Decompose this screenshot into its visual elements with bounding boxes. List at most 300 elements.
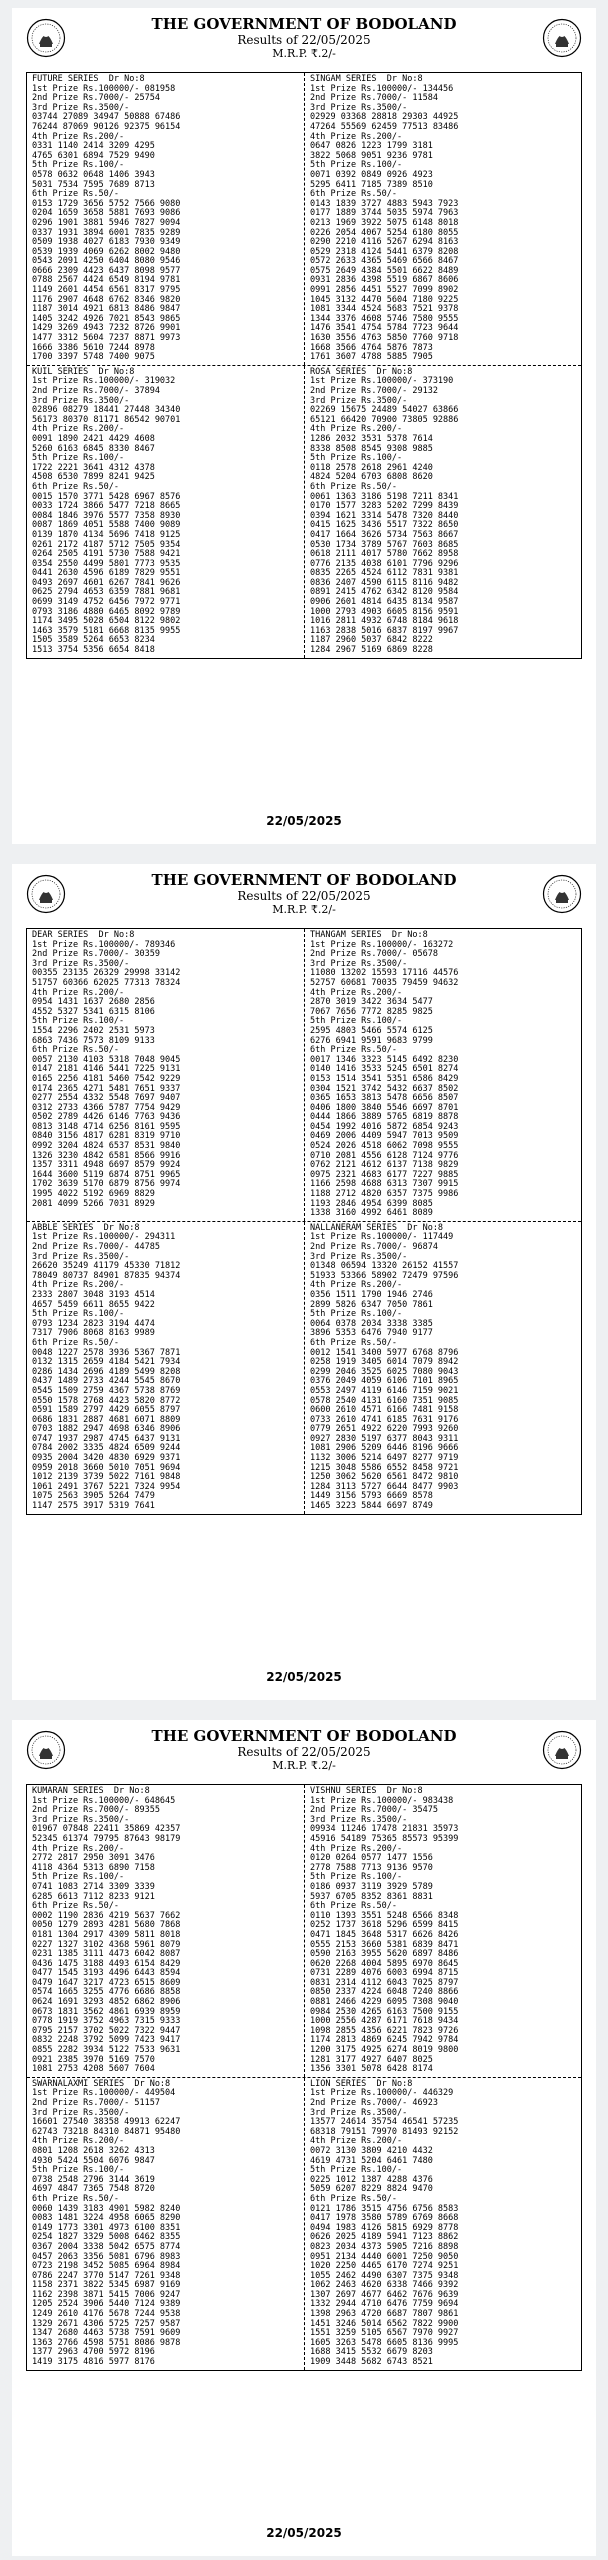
result-line: 1000 2793 4903 6605 8156 9591 (310, 606, 459, 617)
result-line: 78049 80737 84901 87835 94374 (32, 1270, 181, 1281)
result-line: 1061 2491 3767 5221 7324 9954 (32, 1481, 181, 1492)
result-line: 2nd Prize Rs.7000/- 96874 (310, 1242, 438, 1252)
result-line: 4824 5204 6703 6808 8620 (310, 472, 433, 483)
result-line: 0002 1190 2836 4219 5637 7662 (32, 1910, 181, 1921)
government-emblem-icon (26, 18, 66, 58)
result-line: 4th Prize Rs.200/- (310, 2136, 403, 2147)
series-block (304, 929, 581, 1221)
result-line: 1188 2712 4820 6357 7375 9986 (310, 1189, 459, 1200)
result-line: 6285 6613 7112 8233 9121 (32, 1891, 155, 1902)
result-line: 1000 2556 4287 6171 7618 9434 (310, 2016, 459, 2027)
series-heading: ABBLE SERIES Dr No:8 (32, 1222, 140, 1233)
result-line: 6th Prize Rs.50/- (310, 481, 397, 492)
result-line: 1995 4022 5192 6969 8829 (32, 1189, 155, 1200)
result-line: 1st Prize Rs.100000/- 446329 (310, 2088, 454, 2099)
result-line: 1513 3754 5356 6654 8418 (32, 645, 155, 656)
result-line: 1055 2462 4490 6307 7375 9348 (310, 2270, 459, 2281)
result-line: 0624 1691 3293 4852 6862 8906 (32, 1997, 181, 2008)
result-line: 0417 1664 3626 5734 7563 8667 (310, 529, 459, 540)
result-line: 1344 3376 4608 5746 7580 9555 (310, 313, 459, 324)
result-line: 1307 2697 4677 6462 7676 9639 (310, 2289, 459, 2300)
result-line: 0578 0632 0648 1406 3943 (32, 169, 155, 180)
result-line: 52345 61374 79795 87643 98179 (32, 1833, 181, 1844)
footer-date: 22/05/2025 (266, 1670, 342, 1684)
result-line: 0931 2836 4398 5519 6867 8606 (310, 275, 459, 286)
result-line: 0354 2550 4499 5801 7773 9535 (32, 558, 181, 569)
result-line: 1149 2601 4454 6561 8317 9795 (32, 285, 181, 296)
result-line: 0225 1012 1387 4288 4376 (310, 2174, 433, 2185)
result-line: 3rd Prize Rs.3500/- (32, 395, 130, 406)
result-line: 0813 3148 4714 6256 8161 9595 (32, 1121, 181, 1132)
result-line: 4th Prize Rs.200/- (310, 131, 403, 142)
result-line: 0304 1521 3742 5432 6637 8502 (310, 1083, 459, 1094)
government-emblem-icon (542, 18, 582, 58)
result-line: 1419 3175 4816 5977 8176 (32, 2357, 155, 2368)
result-line: 0290 2210 4116 5267 6294 8163 (310, 237, 459, 248)
series-heading: FUTURE SERIES Dr No:8 (32, 74, 145, 84)
result-line: 1081 2906 5209 6446 8196 9666 (310, 1443, 459, 1454)
result-line: 0252 1737 3618 5296 6599 8415 (310, 1920, 459, 1931)
result-line: 1332 2944 4710 6476 7759 9694 (310, 2299, 459, 2310)
result-line: 0550 1578 2768 4423 5820 8772 (32, 1395, 181, 1406)
result-line: 01967 07848 22411 35869 42357 (32, 1824, 181, 1835)
result-line: 0226 2054 4067 5254 6180 8055 (310, 227, 459, 238)
result-line: 1700 3397 5748 7400 9075 (32, 352, 155, 363)
result-line: 0666 2309 4423 6437 8098 9577 (32, 265, 181, 276)
result-line: 0296 1901 3881 5946 7827 9094 (32, 217, 181, 228)
result-line: 5th Prize Rs.100/- (310, 453, 403, 464)
result-line: 0017 1346 3323 5145 6492 8230 (310, 1054, 459, 1065)
result-line: 1081 3344 4524 5683 7521 9378 (310, 304, 459, 315)
result-line: 4th Prize Rs.200/- (32, 424, 125, 435)
result-line: 52757 60681 70035 79459 94632 (310, 977, 459, 988)
result-line: 0118 2578 2618 2961 4240 (310, 462, 433, 473)
result-line: 1st Prize Rs.100000/- 117449 (310, 1232, 454, 1243)
result-line: 0618 2111 4017 5780 7662 8958 (310, 549, 459, 560)
result-line: 0436 1475 3188 4493 6154 8429 (32, 1958, 181, 1969)
result-line: 1016 2811 4932 6748 8184 9618 (310, 616, 459, 627)
series-heading: SWARNALAXMI SERIES Dr No:8 (32, 2078, 171, 2089)
result-line: 0975 2321 4683 6177 7227 9885 (310, 1169, 459, 1180)
series-block (304, 73, 581, 365)
result-line: 1215 3048 5586 6552 8458 9721 (310, 1462, 459, 1473)
result-line: 1688 3415 5532 6679 8203 (310, 2347, 433, 2358)
result-line: 1166 2598 4688 6313 7307 9915 (310, 1179, 459, 1190)
result-line: 7317 7906 8068 8163 9989 (32, 1328, 155, 1339)
result-line: 0012 1541 3400 5977 6768 8796 (310, 1347, 459, 1358)
result-line: 6th Prize Rs.50/- (32, 2193, 119, 2204)
result-line: 0153 1729 3656 5752 7566 9080 (32, 198, 181, 209)
result-line: 0524 2026 4518 6062 7098 9555 (310, 1141, 459, 1152)
result-line: 3rd Prize Rs.3500/- (310, 2107, 408, 2118)
result-line: 0147 2181 4146 5441 7225 9131 (32, 1064, 181, 1075)
result-line: 0572 2633 4365 5469 6566 8467 (310, 256, 459, 267)
result-line: 00355 23135 26329 29998 33142 (32, 968, 181, 979)
result-line: 1554 2296 2402 2531 5973 (32, 1025, 155, 1036)
result-line: 0733 2610 4741 6185 7631 9176 (310, 1414, 459, 1425)
result-line: 1281 3177 4927 6407 8025 (310, 2054, 433, 2065)
sheet-header (12, 1720, 596, 1780)
result-line: 0132 1315 2659 4184 5421 7934 (32, 1357, 181, 1368)
result-line: 0376 2049 4059 6106 7101 8965 (310, 1376, 459, 1387)
result-line: 1174 2813 4869 6245 7942 9784 (310, 2035, 459, 2046)
result-line: 3rd Prize Rs.3500/- (32, 958, 130, 969)
result-line: 0415 1625 3436 5517 7322 8650 (310, 520, 459, 531)
series-block (27, 1785, 304, 2077)
result-line: 5260 6163 6845 8330 8467 (32, 443, 155, 454)
series-heading: DEAR SERIES Dr No:8 (32, 930, 135, 940)
result-line: 76244 87069 90126 92375 96154 (32, 121, 181, 132)
result-line: 0437 1489 2733 4244 5545 8670 (32, 1376, 181, 1387)
result-line: 1463 3579 5181 6668 8135 9955 (32, 625, 181, 636)
result-line: 0337 1931 3894 6001 7835 9289 (32, 227, 181, 238)
result-line: 26620 35249 41179 45330 71812 (32, 1261, 181, 1272)
result-line: 13577 24614 35754 46541 57235 (310, 2117, 459, 2128)
result-line: 0543 2091 4250 6404 8080 9546 (32, 256, 181, 267)
result-line: 0840 3156 4817 6281 8319 9710 (32, 1131, 181, 1142)
result-line: 1045 3132 4470 5604 7180 9225 (310, 294, 459, 305)
result-line: 0170 1577 3283 5202 7299 8439 (310, 501, 459, 512)
result-line: 0441 2630 4596 6189 7829 9551 (32, 568, 181, 579)
result-line: 0673 1831 3562 4861 6939 8959 (32, 2006, 181, 2017)
result-line: 0139 1870 4134 5696 7418 9125 (32, 529, 181, 540)
sheet-header (12, 8, 596, 68)
result-line: 1193 2846 4954 6399 8085 (310, 1198, 433, 1209)
result-line: 0831 2314 4112 6043 7025 8797 (310, 1977, 459, 1988)
result-sheet (12, 864, 596, 1700)
result-line: 1357 3311 4948 6697 8579 9924 (32, 1160, 181, 1171)
series-heading: KUMARAN SERIES Dr No:8 (32, 1786, 150, 1796)
result-line: 2nd Prize Rs.7000/- 89355 (32, 1805, 160, 1816)
result-line: 56173 80370 81171 86542 90701 (32, 414, 181, 425)
result-line: 1449 3156 5793 6669 8578 (310, 1491, 433, 1502)
result-line: 0444 1866 3889 5765 6819 8878 (310, 1112, 459, 1123)
result-line: 5295 6411 7185 7389 8510 (310, 179, 433, 190)
result-line: 5th Prize Rs.100/- (310, 1872, 403, 1883)
result-line: 0723 2198 3452 5085 6964 8984 (32, 2261, 181, 2272)
result-line: 6th Prize Rs.50/- (310, 2193, 397, 2204)
result-line: 0747 1937 2987 4745 6437 9131 (32, 1433, 181, 1444)
result-line: 0394 1621 3314 5478 7320 8440 (310, 510, 459, 521)
result-line: 0788 2567 4424 6549 8194 9781 (32, 275, 181, 286)
series-heading: THANGAM SERIES Dr No:8 (310, 930, 428, 940)
result-line: 0071 0392 0849 0926 4923 (310, 169, 433, 180)
result-line: 11080 13202 15593 17116 44576 (310, 968, 459, 979)
footer-date: 22/05/2025 (266, 814, 342, 828)
result-line: 5th Prize Rs.100/- (32, 1872, 125, 1883)
result-line: 1st Prize Rs.100000/- 081958 (32, 83, 176, 94)
result-line: 1451 3246 5014 6562 7822 9900 (310, 2318, 459, 2329)
result-line: 0738 2548 2796 3144 3619 (32, 2174, 155, 2185)
series-block (304, 1785, 581, 2077)
result-line: 1505 3589 5264 6653 8234 (32, 635, 155, 646)
result-line: 2595 4803 5466 5574 6125 (310, 1025, 433, 1036)
result-line: 0823 2034 4373 5905 7216 8898 (310, 2241, 459, 2252)
result-line: 0574 1665 3255 4776 6686 8858 (32, 1987, 181, 1998)
result-line: 4th Prize Rs.200/- (310, 424, 403, 435)
result-line: 1st Prize Rs.100000/- 789346 (32, 939, 176, 950)
result-line: 1st Prize Rs.100000/- 648645 (32, 1795, 176, 1806)
result-line: 0984 2530 4265 6163 7500 9155 (310, 2006, 459, 2017)
results-date-line: Results of 22/05/2025 (237, 1745, 371, 1759)
result-line: 2nd Prize Rs.7000/- 37894 (32, 386, 160, 396)
result-line: 0471 1845 3648 5317 6626 8426 (310, 1929, 459, 1940)
result-line: 1363 2766 4598 5751 8086 9878 (32, 2337, 181, 2348)
result-line: 3rd Prize Rs.3500/- (32, 1251, 130, 1262)
result-line: 5th Prize Rs.100/- (32, 160, 125, 171)
sheet-title: THE GOVERNMENT OF BODOLAND (151, 15, 457, 33)
result-line: 0286 1434 2696 4189 5499 8208 (32, 1366, 181, 1377)
result-line: 0457 2063 3356 5081 6796 8983 (32, 2251, 181, 2262)
result-line: 1075 2563 3905 5264 7479 (32, 1491, 155, 1502)
result-line: 0072 3130 3809 4210 4432 (310, 2145, 433, 2156)
result-line: 02269 15675 24489 54027 63866 (310, 405, 459, 416)
result-line: 4765 6301 6894 7529 9490 (32, 150, 155, 161)
series-heading: LION SERIES Dr No:8 (310, 2078, 413, 2089)
result-line: 4th Prize Rs.200/- (32, 2136, 125, 2147)
result-line: 0954 1431 1637 2680 2856 (32, 997, 155, 1008)
results-table (26, 928, 582, 1515)
result-line: 0801 1208 2618 3262 4313 (32, 2145, 155, 2156)
result-line: 5th Prize Rs.100/- (32, 453, 125, 464)
series-block (304, 1222, 581, 1514)
result-line: 0091 1890 2421 4429 4608 (32, 433, 155, 444)
result-line: 0084 1846 3976 5577 7358 8930 (32, 510, 181, 521)
result-line: 0959 2018 3660 5010 7051 9694 (32, 1462, 181, 1473)
result-line: 2nd Prize Rs.7000/- 51157 (32, 2098, 160, 2108)
result-line: 4th Prize Rs.200/- (310, 987, 403, 998)
result-line: 0600 2610 4571 6166 7481 9158 (310, 1405, 459, 1416)
result-line: 0254 1827 3329 5008 6462 8355 (32, 2232, 181, 2243)
result-line: 0479 1647 3217 4723 6515 8609 (32, 1977, 181, 1988)
result-line: 1012 2139 3739 5022 7161 9848 (32, 1472, 181, 1483)
results-table (26, 72, 582, 659)
result-line: 6863 7436 7573 8109 9133 (32, 1035, 155, 1046)
result-line: 0855 2282 3934 5122 7533 9631 (32, 2045, 181, 2056)
result-line: 4619 4731 5204 6461 7480 (310, 2155, 433, 2166)
result-line: 2nd Prize Rs.7000/- 29132 (310, 386, 438, 396)
result-line: 6th Prize Rs.50/- (32, 1045, 119, 1056)
result-line: 0731 2289 4076 6003 6994 8715 (310, 1968, 459, 1979)
result-line: 0165 2256 4181 5460 7542 9229 (32, 1073, 181, 1084)
result-line: 0064 0378 2034 3338 3385 (310, 1318, 433, 1329)
result-line: 0417 1978 3580 5789 6769 8668 (310, 2213, 459, 2224)
result-line: 3822 5068 9051 9236 9781 (310, 150, 433, 161)
series-heading: NALLANERAM SERIES Dr No:8 (310, 1222, 444, 1233)
result-line: 01348 06594 13320 26152 41557 (310, 1261, 459, 1272)
result-line: 0469 2006 4409 5947 7013 9509 (310, 1131, 459, 1142)
result-line: 3rd Prize Rs.3500/- (32, 2107, 130, 2118)
result-line: 1909 3448 5682 6743 8521 (310, 2357, 433, 2368)
result-line: 1630 3556 4763 5850 7760 9718 (310, 333, 459, 344)
result-line: 51757 60366 62025 77313 78324 (32, 977, 181, 988)
result-line: 0832 2248 3792 5099 7423 9417 (32, 2035, 181, 2046)
result-line: 0367 2004 3338 5042 6575 8774 (32, 2241, 181, 2252)
result-line: 3rd Prize Rs.3500/- (32, 102, 130, 113)
result-line: 4930 5424 5504 6076 9847 (32, 2155, 155, 2166)
sheet-title: THE GOVERNMENT OF BODOLAND (151, 871, 457, 889)
result-line: 0181 1304 2917 4309 5811 8018 (32, 1929, 181, 1940)
result-line: 1465 3223 5844 6697 8749 (310, 1501, 433, 1512)
result-line: 0578 2540 4131 6160 7351 9085 (310, 1395, 459, 1406)
result-line: 0502 2789 4426 6146 7763 9436 (32, 1112, 181, 1123)
result-line: 3rd Prize Rs.3500/- (310, 1251, 408, 1262)
result-line: 0762 2121 4612 6137 7138 9829 (310, 1160, 459, 1171)
result-line: 1477 3312 5604 7237 8871 9973 (32, 333, 181, 344)
result-line: 0120 0264 0577 1477 1556 (310, 1853, 433, 1864)
result-line: 2nd Prize Rs.7000/- 35475 (310, 1805, 438, 1816)
result-line: 1702 3639 5170 6879 8756 9974 (32, 1179, 181, 1190)
result-line: 0590 2163 3955 5620 6897 8486 (310, 1949, 459, 1960)
result-line: 51933 53366 58902 72479 97596 (310, 1270, 459, 1281)
result-line: 03744 27089 34947 50888 67486 (32, 112, 181, 123)
result-line: 2899 5826 6347 7050 7861 (310, 1299, 433, 1310)
footer-date: 22/05/2025 (266, 2526, 342, 2540)
result-line: 0140 1416 3533 5245 6501 8274 (310, 1064, 459, 1075)
result-line: 0776 2135 4038 6101 7796 9296 (310, 558, 459, 569)
result-line: 1722 2221 3641 4312 4378 (32, 462, 155, 473)
result-line: 1st Prize Rs.100000/- 319032 (32, 376, 176, 387)
result-line: 0779 2651 4922 6220 7993 9260 (310, 1424, 459, 1435)
result-line: 5059 6207 8229 8824 9470 (310, 2184, 433, 2195)
result-line: 1476 3541 4754 5784 7723 9644 (310, 323, 459, 334)
result-line: 1666 3386 5610 7244 8978 (32, 342, 155, 353)
result-line: 0710 2081 4556 6128 7124 9776 (310, 1150, 459, 1161)
result-line: 0836 2407 4590 6115 8116 9482 (310, 577, 459, 588)
result-line: 4th Prize Rs.200/- (310, 1280, 403, 1291)
mrp-line: M.R.P. ₹.2/- (272, 903, 336, 916)
series-block (304, 2078, 581, 2370)
result-line: 0258 1919 3405 6014 7079 8942 (310, 1357, 459, 1368)
result-line: 2778 7588 7713 9136 9570 (310, 1862, 433, 1873)
result-line: 0213 1969 3922 5075 6148 8018 (310, 217, 459, 228)
government-emblem-icon (26, 874, 66, 914)
result-line: 0331 1140 2414 3209 4295 (32, 141, 155, 152)
result-line: 1147 2575 3917 5319 7641 (32, 1501, 155, 1512)
result-line: 6th Prize Rs.50/- (32, 1337, 119, 1348)
result-line: 1605 3263 5478 6605 8136 9995 (310, 2337, 459, 2348)
result-line: 0921 2385 3970 5169 7570 (32, 2054, 155, 2065)
result-line: 0591 1589 2797 4429 6055 8797 (32, 1405, 181, 1416)
result-line: 47264 55569 62459 77513 83486 (310, 121, 459, 132)
result-line: 5th Prize Rs.100/- (310, 1309, 403, 1320)
results-date-line: Results of 22/05/2025 (237, 33, 371, 47)
result-line: 0992 3204 4824 6537 8531 9840 (32, 1141, 181, 1152)
result-line: 3rd Prize Rs.3500/- (310, 1814, 408, 1825)
result-line: 6th Prize Rs.50/- (310, 1045, 397, 1056)
result-line: 6th Prize Rs.50/- (32, 481, 119, 492)
result-line: 3rd Prize Rs.3500/- (310, 395, 408, 406)
result-line: 1329 2671 4306 5725 7257 9587 (32, 2318, 181, 2329)
result-line: 0626 2025 4189 5941 7123 8862 (310, 2232, 459, 2243)
government-emblem-icon (26, 1730, 66, 1770)
result-line: 1356 3301 5078 6428 8174 (310, 2064, 433, 2075)
result-line: 2nd Prize Rs.7000/- 25754 (32, 93, 160, 104)
result-line: 1st Prize Rs.100000/- 163272 (310, 939, 454, 950)
result-line: 0110 1393 3551 5248 6566 8348 (310, 1910, 459, 1921)
result-line: 0835 2265 4524 6112 7831 9381 (310, 568, 459, 579)
result-line: 2081 4099 5266 7031 8929 (32, 1198, 155, 1209)
result-line: 1347 2680 4463 5738 7591 9609 (32, 2328, 181, 2339)
result-line: 6th Prize Rs.50/- (32, 1901, 119, 1912)
result-line: 0057 2130 4103 5318 7048 9045 (32, 1054, 181, 1065)
result-line: 0647 0826 1223 1799 3181 (310, 141, 433, 152)
result-line: 0529 2318 4124 5441 6379 8208 (310, 246, 459, 257)
result-line: 1st Prize Rs.100000/- 294311 (32, 1232, 176, 1243)
result-line: 0493 2697 4601 6267 7841 9626 (32, 577, 181, 588)
mrp-line: M.R.P. ₹.2/- (272, 47, 336, 60)
result-line: 1338 3160 4992 6461 8089 (310, 1208, 433, 1219)
result-line: 0927 2830 5197 6377 8043 9311 (310, 1433, 459, 1444)
result-line: 4508 6530 7899 8241 9425 (32, 472, 155, 483)
result-line: 0083 1481 3224 4958 6065 8290 (32, 2213, 181, 2224)
result-line: 1st Prize Rs.100000/- 449504 (32, 2088, 176, 2099)
result-line: 1377 2963 4700 5972 8196 (32, 2347, 155, 2358)
result-line: 1162 2398 3871 5415 7006 9247 (32, 2289, 181, 2300)
series-heading: VISHNU SERIES Dr No:8 (310, 1786, 423, 1796)
result-line: 1187 3014 4921 6813 8486 9847 (32, 304, 181, 315)
result-line: 3rd Prize Rs.3500/- (310, 102, 408, 113)
result-line: 0299 2046 3525 6025 7080 9043 (310, 1366, 459, 1377)
result-line: 0530 1734 3789 5767 7603 8685 (310, 539, 459, 550)
result-line: 1062 2463 4620 6338 7466 9392 (310, 2280, 459, 2291)
result-line: 65121 66420 70900 73805 92886 (310, 414, 459, 425)
result-sheet (12, 8, 596, 844)
result-line: 0793 3186 4880 6465 8092 9789 (32, 606, 181, 617)
result-line: 1249 2610 4176 5678 7244 9538 (32, 2309, 181, 2320)
results-table (26, 1784, 582, 2371)
result-line: 0454 1992 4016 5872 6854 9243 (310, 1121, 459, 1132)
result-line: 2nd Prize Rs.7000/- 46923 (310, 2098, 438, 2108)
result-line: 1st Prize Rs.100000/- 134456 (310, 83, 454, 94)
result-line: 1174 3495 5028 6504 8122 9802 (32, 616, 181, 627)
result-line: 1429 3269 4943 7232 8726 9901 (32, 323, 181, 334)
sheet-header (12, 864, 596, 924)
result-line: 4th Prize Rs.200/- (32, 987, 125, 998)
result-line: 0312 2733 4366 5787 7754 9429 (32, 1102, 181, 1113)
result-line: 4th Prize Rs.200/- (32, 131, 125, 142)
result-line: 1644 3600 5119 6874 8751 9965 (32, 1169, 181, 1180)
result-line: 0951 2134 4440 6001 7250 9050 (310, 2251, 459, 2262)
result-line: 1326 3230 4842 6581 8566 9916 (32, 1150, 181, 1161)
result-line: 0881 2466 4229 6095 7308 9040 (310, 1997, 459, 2008)
result-line: 1284 3113 5727 6644 8477 9903 (310, 1481, 459, 1492)
result-line: 0149 1773 3301 4973 6100 8351 (32, 2222, 181, 2233)
result-line: 8338 8508 8545 9308 9885 (310, 443, 433, 454)
result-line: 0494 1983 4126 5815 6929 8778 (310, 2222, 459, 2233)
result-line: 5031 7534 7595 7689 8713 (32, 179, 155, 190)
result-line: 02929 03368 28818 29303 44925 (310, 112, 459, 123)
result-line: 0204 1659 3658 5881 7693 9086 (32, 208, 181, 219)
result-line: 45916 54189 75365 85573 95399 (310, 1833, 459, 1844)
sheet-title: THE GOVERNMENT OF BODOLAND (151, 1727, 457, 1745)
result-line: 0406 1800 3840 5546 6697 8701 (310, 1102, 459, 1113)
series-block (304, 366, 581, 658)
result-line: 0227 1327 3102 4368 5961 8079 (32, 1939, 181, 1950)
result-line: 4697 4847 7365 7548 8720 (32, 2184, 155, 2195)
series-block (27, 929, 304, 1221)
result-line: 1176 2907 4648 6762 8346 9820 (32, 294, 181, 305)
result-line: 0087 1869 4051 5588 7400 9089 (32, 520, 181, 531)
result-line: 6th Prize Rs.50/- (310, 1901, 397, 1912)
result-sheet (12, 1720, 596, 2556)
result-line: 1284 2967 5169 6869 8228 (310, 645, 433, 656)
series-heading: ROSA SERIES Dr No:8 (310, 366, 413, 377)
result-line: 0050 1279 2893 4281 5680 7868 (32, 1920, 181, 1931)
result-line: 1250 3062 5620 6561 8472 9810 (310, 1472, 459, 1483)
series-block (27, 73, 304, 365)
result-line: 0575 2649 4384 5501 6622 8489 (310, 265, 459, 276)
